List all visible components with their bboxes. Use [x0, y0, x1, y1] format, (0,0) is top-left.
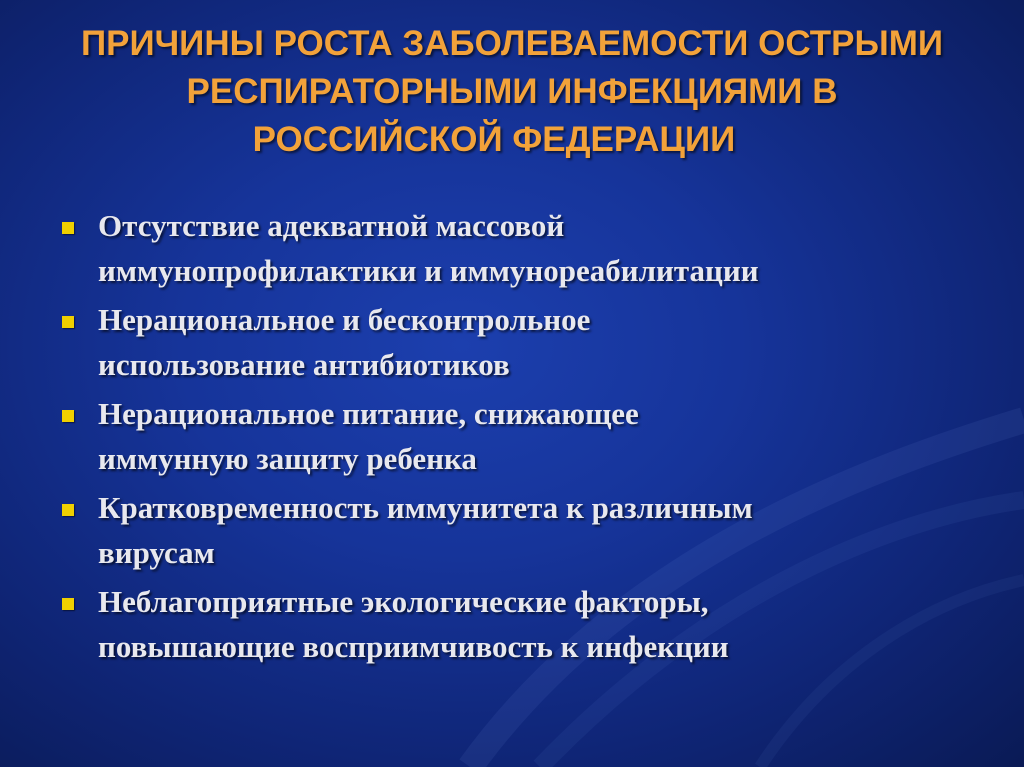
bullet-text-line: повышающие восприимчивость к инфекции [98, 629, 729, 664]
slide-title [0, 20, 1024, 164]
bullet-text [98, 485, 982, 575]
bullet-item [62, 297, 982, 387]
bullet-text-line: использование антибиотиков [98, 347, 510, 382]
slide-title-line-1: ПРИЧИНЫ РОСТА ЗАБОЛЕВАЕМОСТИ ОСТРЫМИ [80, 24, 944, 63]
slide-title-line-3: РОССИЙСКОЙ ФЕДЕРАЦИИ [252, 120, 736, 159]
square-bullet-icon [62, 504, 74, 516]
bullet-text-line: иммунную защиту ребенка [98, 441, 477, 476]
bullet-text [98, 579, 982, 669]
bullet-text [98, 297, 982, 387]
bullet-item [62, 485, 982, 575]
bullet-text-line: иммунопрофилактики и иммунореабилитации [98, 253, 759, 288]
bullet-text-line: Отсутствие адекватной массовой [98, 208, 565, 243]
bullet-text-line: Нерациональное и бесконтрольное [98, 302, 591, 337]
bullet-item [62, 579, 982, 669]
square-bullet-icon [62, 222, 74, 234]
bullet-list [62, 203, 982, 673]
bullet-text-line: вирусам [98, 535, 215, 570]
bullet-item [62, 391, 982, 481]
bullet-text-line: Нерациональное питание, снижающее [98, 396, 639, 431]
square-bullet-icon [62, 410, 74, 422]
square-bullet-icon [62, 316, 74, 328]
bullet-text [98, 203, 982, 293]
slide-title-line-2: РЕСПИРАТОРНЫМИ ИНФЕКЦИЯМИ В [186, 72, 838, 111]
square-bullet-icon [62, 598, 74, 610]
bullet-text-line: Кратковременность иммунитета к различным [98, 490, 753, 525]
bullet-text [98, 391, 982, 481]
bullet-text-line: Неблагоприятные экологические факторы, [98, 584, 709, 619]
bullet-item [62, 203, 982, 293]
